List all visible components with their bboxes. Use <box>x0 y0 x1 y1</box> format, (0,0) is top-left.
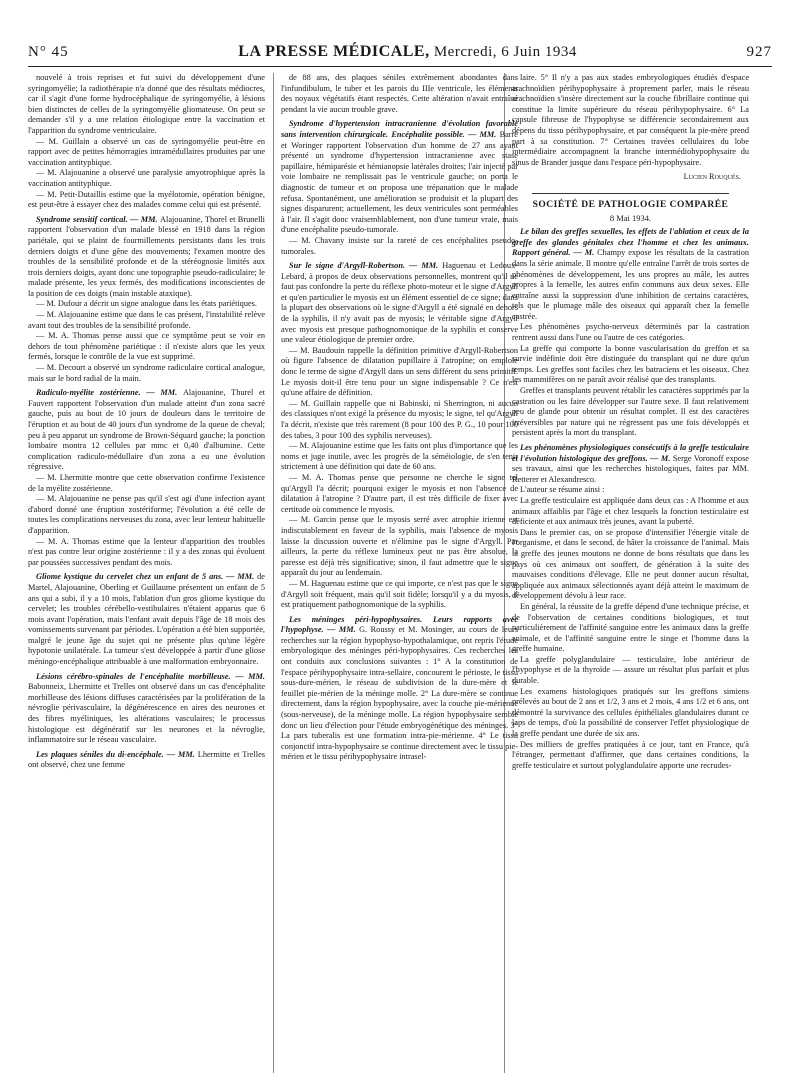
page-header <box>28 43 772 65</box>
section-heading: Les méninges péri-hypophysaires. Leurs rapports avec l'hypophyse. — MM. <box>281 614 518 635</box>
paragraph: — M. Garcin pense que le myosis serré avec atrophie irienne est indiscutablement en faveur de la syphilis, mais l'absence de myosis laisse la discussion ouverte et n'élimine pas le signe d'Argyll. Par ailleurs, la perte du réflexe lumineux peut ne pas être absolue, la paresse est déjà très significative; sinon, il faut admettre que le signe apparaît du jour au lendemain. <box>281 515 518 578</box>
paragraph: nouvelé à trois reprises et fut suivi du développement d'une syringomyélie; la radiothérapie n'a donné que des résultats médiocres, car il s'agit d'une forme hydrocéphalique de syringomyélie, à lésions bien distinctes de celles de la syringomyélie gliomateuse. On peut se demander s'il y a une relation étiologique entre la vaccination et l'apparition du syndrome ventriculaire. <box>28 73 265 135</box>
paragraph: — M. Petit-Dutaillis estime que la myélotomie, opération bénigne, est peut-être à essayer chez des malades comme celui qui est présenté. <box>28 189 265 210</box>
paragraph: La greffe polyglandulaire — testiculaire, lobe antérieur de l'hypophyse et de la thyroïde — assure un résultat plus parfait et plus durable. <box>512 654 749 686</box>
paragraph: Les plaques séniles du di-encéphale. — MM. Lhermitte et Trelles ont observé, chez une femme <box>28 749 265 770</box>
header-rule <box>28 66 772 67</box>
paragraph: Des milliers de greffes pratiquées à ce jour, tant en France, qu'à l'étranger, permettant d'affirmer, que dans certaines conditions, la greffe testiculaire et surtout polyglandulaire apporte une recrudes- <box>512 739 749 770</box>
paragraph: La greffe testiculaire est appliquée dans deux cas : A l'homme et aux animaux affaiblis par l'âge et chez lesquels la fonction testiculaire est déficiente et aux animaux très jeunes, avant la puberté. <box>512 495 749 527</box>
paragraph: Les phénomènes psycho-nerveux déterminés par la castration rentrent aussi dans l'une ou l'autre de ces catégories. <box>512 322 749 343</box>
paragraph: Les examens histologiques pratiqués sur les greffons simiens prélevés au bout de 2 ans et 1/2, 3 ans et 2 mois, 4 ans 1/2 et 6 ans, ont démontré la survivance des cellules épithéliales glandulaires durant ce laps de temps, d'où la possibilité de conserver l'effet physiologique de la greffe pendant une durée de six ans. <box>512 686 749 739</box>
paragraph: La greffe qui comporte la bonne vascularisation du greffon et sa survie indéfinie doit être distinguée du transplant qui ne dure qu'un temps. Les greffes sont faciles chez les batraciens et les oiseaux. Chez les mammifères on ne paraît avoir réalisé que des transplants. <box>512 343 749 385</box>
column-3 <box>512 73 749 1073</box>
society-heading: SOCIÉTÉ DE PATHOLOGIE COMPARÉE <box>532 199 729 210</box>
paragraph: — M. A. Thomas pense aussi que ce symptôme peut se voir en dehors de tout phénomène pariétique : il n'existe alors que les yeux fermés, lorsque le contrôle de la vue est supprimé. <box>28 331 265 362</box>
journal-name: LA PRESSE MÉDICALE, <box>238 43 430 60</box>
paragraph: Les phénomènes physiologiques consécutifs à la greffe testiculaire et l'évolution histologique des greffons. — M. Serge Voronoff expose ses travaux, ainsi que les recherches histologiques, faites par MM. Retterer et Alexandresco. <box>512 443 749 484</box>
section-heading: Le bilan des greffes sexuelles, les effets de l'ablation et ceux de la greffe des glandes génitales chez l'homme et chez les animaux. Rapport général. — M. <box>512 227 749 258</box>
page-number: 927 <box>746 44 772 60</box>
section-heading: Syndrome d'hypertension intracranienne d'évolution favorable sans intervention chirurgicale. Encéphalite possible. — MM. <box>281 119 518 139</box>
paragraph: Dans le premier cas, on se propose d'intensifier l'énergie vitale de l'organisme, et dans le second, de hâter la croissance de l'animal. Mais la greffe des jeunes moutons ne donne de bons résultats que dans les pays où ces animaux ont souffert, de génération à la suite des mauvaises conditions d'élevage. Elle ne peut donner aucun résultat, appliquée aux animaux sélectionnés ayant déjà atteint le maximum de développement dévolu à leur race. <box>512 527 749 601</box>
paragraph: Greffes et transplants peuvent rétablir les caractères supprimés par la castration ou les faire développer sur l'autre sexe. Il faut relativement peu de glande pour obtenir un résultat complet. Il est des caractères irréversibles par nature qui ne régressent pas une fois développés et persistent après la mort du transplant. <box>512 386 749 438</box>
paragraph: Les méninges péri-hypophysaires. Leurs rapports avec l'hypophyse. — MM. G. Roussy et M. Mosinger, au cours de leurs recherches sur la région hypophyso-hypothalamique, ont repris l'étude embryologique des méninges péri-hypophysaires. Ces recherches les ont conduits aux conclusions suivantes : 1° A la constitution de l'espace périhypophysaire intra-sellaire, concourent le périoste, le tissu sous-dure-mérien, le réseau de subdivision de la dure-mère et le feuillet pie-mérien de la méninge molle. 2° La dure-mère se continue directement, dans la région hypophysaire, avec la couche pie-mérienne (sous-nerveuse), de la méninge molle. La région hypophysaire semble donc un lieu d'élection pour l'étude embryogénétique des méninges. 3° La pars tuberalis est une formation intra-pie-mérienne. 4° Le tissu conjonctif intra-hypophysaire se continue directement avec le tissu pie-mérien et le tissu périhypophysaire intrasel- <box>281 614 518 762</box>
paragraph: — M. A. Thomas estime que la lenteur d'apparition des troubles n'est pas contre leur origine zostérienne : il y a des zonas qui évoluent par poussées successives pendant des mois. <box>28 536 265 567</box>
paragraph: — M. Alajouanine ne pense pas qu'il s'est agi d'une infection ayant d'abord donné une éruption zostériforme; l'évolution a été celle de toutes les complications nerveuses du zona, avec leur lenteur habituelle d'apparition. <box>28 494 265 535</box>
section-heading: Gliome kystique du cervelet chez un enfant de 5 ans. — MM. <box>36 572 258 582</box>
paragraph: L'auteur se résume ainsi : <box>520 485 605 495</box>
author-signature: Lucien Rouquès. <box>683 172 741 182</box>
issue-number: N° 45 <box>28 44 69 60</box>
paragraph: — M. Guillain rappelle que ni Babinski, ni Sherrington, ni aucun des classiques n'ont exigé la présence du myosis; le signe, tel qu'Argyll l'a décrit, n'existe que très rarement (8 pour 100 des P. G., 10 pour 100 des tabes, 3 pour 100 des syphilis nerveuses). <box>281 398 518 440</box>
paragraph: Lésions cérébro-spinales de l'encéphalite morbilleuse. — MM. Babonneix, Lhermitte et Trelles ont observé dans un cas d'encéphalite morbilleuse des lésions diffuses caractérisées par la prolifération de la névroglie périvasculaire, la dégénérescence en aires des neurones et des fibres myéliniques, les altérations vasculaires; le processus histologique est dégénératif sur les neurones et la névroglie, inflammatoire sur le réseau vasculaire. <box>28 671 265 745</box>
column-2 <box>281 73 518 1073</box>
paragraph: — M. Decourt a observé un syndrome radiculaire cortical analogue, mais sur le bord radial de la main. <box>28 363 265 383</box>
column-3-top <box>512 73 749 168</box>
section-rule <box>532 193 729 194</box>
paragraph: Radiculo-myélite zostérienne. — MM. Alajouanine, Thurel et Fauvert rapportent l'observation d'un malade atteint d'un zona sacré gauche, puis au bout de 10 jours de douleurs dans le territoire de l'éruption et au bout de 40 jours d'un syndrome de la queue de cheval; peu à peu apparut un syndrome de Brown-Séquard gauche; la ponction lombaire montra 12 cellules par mmc et 0,40 d'albumine. Cette complication radiculo-médullaire d'un zona a eu une évolution régressive. <box>28 388 265 472</box>
section-heading: Syndrome sensitif cortical. — MM. <box>36 214 161 224</box>
paragraph: Le bilan des greffes sexuelles, les effets de l'ablation et ceux de la greffe des glandes génitales chez l'homme et chez les animaux. Rapport général. — M. Champy expose les résultats de la castration dans la série animale. Il montre qu'elle entraîne l'arrêt de trois sortes de phénomènes de développement, les uns propres au mâle, les autres propres à la femelle, les autres enfin communs aux deux sexes. Elle entraîne aussi la suppression d'une inhibition de certains caractères, tels que le plumage mâle des oiseaux qui apparaît chez la femelle castrée. <box>512 227 749 321</box>
running-title <box>238 43 577 61</box>
paragraph: — M. Guillain a observé un cas de syringomyélie peut-être en rapport avec de petites hémorragies intramédullaires produites par une vaccination antityphique. <box>28 136 265 167</box>
session-date: 8 Mai 1934. <box>609 212 652 223</box>
issue-date: Mercredi, 6 Juin 1934 <box>433 44 577 60</box>
paragraph: Syndrome d'hypertension intracranienne d'évolution favorable sans intervention chirurgicale. Encéphalite possible. — MM. Barré et Woringer rapportent l'observation d'un homme de 27 ans ayant présenté un syndrome d'hypertension intracranienne avec stase papillaire, hémiparésie et hémianopsie latérales droites; l'air injecté par voie lombaire ne remplissait pas le ventricule gauche; on porta le diagnostic de tumeur et on proposa une trépanation que le malade refusa. Spontanément, une amélioration se produisit et la plupart des signes disparurent; actuellement, les deux ventricules sont perméables à l'air. Il s'agit donc vraisemblablement, non d'une tumeur vraie, mais d'une encéphalite pseudo-tumorale. <box>281 119 518 235</box>
paragraph: Sur le signe d'Argyll-Robertson. — MM. Haguenau et Ledoux-Lebard, à propos de deux observations personnelles, montrent qu'il ne faut pas confondre la perte du réflexe photo-moteur et le signe d'Argyll et qu'en particulier le myosis est un élément essentiel de ce signe; dans la plupart des observations où le signe d'Argyll a été signalé en dehors de la syphilis, il n'y avait pas de myosis; le véritable signe d'Argyll avec myosis est presque pathognomonique de la syphilis et conserve une valeur étiologique de premier ordre. <box>281 261 518 345</box>
paragraph: de 88 ans, des plaques séniles extrêmement abondantes dans l'infundibulum, le tuber et les parois du IIIe ventricule, les éléments des noyaux végétatifs étant respectés. Cette altération n'avait entraîné pendant la vie aucun trouble grave. <box>281 73 518 114</box>
section-heading: Sur le signe d'Argyll-Robertson. — MM. <box>289 261 443 271</box>
paragraph: laire. 5° Il n'y a pas aux stades embryologiques étudiés d'espace arachnoïdien périhypophysaire à proprement parler, mais le réseau arachnoïdien s'insère directement sur la couche fibrillaire continue qui constitue la limite supérieure du réseau périhypophysaire. 6° La capsule fibreuse de l'hypophyse se différencie secondairement aux dépens du tissu périhypophysaire, et par conséquent la pie-mère prend part à sa constitution. 7° Certaines travées cellulaires du lobe intermédiaire accompagnent la branche intermédiohypophysaire du sinus de Brander jusque dans l'espace péri-hypophysaire. <box>512 73 749 167</box>
paragraph: — M. Lhermitte montre que cette observation confirme l'existence de la myélite zostérienne. <box>28 472 265 493</box>
paragraph: — M. Alajouanine a observé une paralysie amyotrophique après la vaccination antityphique. <box>28 168 265 188</box>
paragraph: — M. Dufour a décrit un signe analogue dans les états pariétiques. <box>36 299 257 309</box>
paragraph: — M. Alajouanine estime que dans le cas présent, l'instabilité relève avant tout des troubles de la sensibilité profonde. <box>28 310 265 330</box>
section-heading: Radiculo-myélite zostérienne. — MM. <box>36 388 183 398</box>
paragraph: — M. Alajouanine estime que les faits ont plus d'importance que les noms et juge inutile, avec les progrès de la séméiologie, de s'en tenir strictement à une définition qui date de 60 ans. <box>281 441 518 472</box>
paragraph: — M. Baudouin rappelle la définition primitive d'Argyll-Robertson où figure l'absence de dilatation pupillaire à l'atropine; on emploie donc le terme de signe d'Argyll dans un sens différent du sens primitif. Le myosis doit-il être tenu pour un signe indispensable ? Ce n'est qu'une affaire de définition. <box>281 345 518 398</box>
column-1 <box>28 73 265 1073</box>
section-heading: Les phénomènes physiologiques consécutifs à la greffe testiculaire et l'évolution histologique des greffons. — M. <box>512 443 749 463</box>
section-heading: Les plaques séniles du di-encéphale. — MM. <box>36 749 198 759</box>
column-3-bottom <box>512 227 749 771</box>
paragraph: Syndrome sensitif cortical. — MM. Alajouanine, Thorel et Brunelli rapportent l'observation d'un malade blessé en 1918 dans la région pariétale, qui se plaint de fourmillements persistants dans les trois derniers doigts et d'une gêne des mouvements; l'examen montre des troubles de la sensibilité profonde et de la stéréognosie limités aux trois derniers doigts, ayant donc une topographie pseudo-radiculaire; le malade présente, les yeux fermés, des modifications inconscientes de la position de ces doigts (main instable ataxique). <box>28 214 265 298</box>
paragraph: — M. A. Thomas pense que personne ne cherche le signe tel qu'Argyll l'a décrit; pourquoi exiger le myosis et non l'absence de dilatation à l'atropine ? D'autre part, il est très difficile de fixer avec certitude où commence le myosis. <box>281 472 518 514</box>
column-divider <box>273 73 274 1073</box>
paragraph: Gliome kystique du cervelet chez un enfant de 5 ans. — MM. de Martel, Alajouanine, Oberling et Guillaume présentent un enfant de 5 ans qui a subi, il y a 10 mois, l'ablation d'un gros gliome kystique du cervelet; les troubles cérébello-vestibulaires n'étaient apparus que 6 mois avant l'opération, mais l'enfant avait depuis l'âge de 18 mois des vomissements survenant par périodes. L'opération a été bien supportée, malgré le jeune âge du sujet qui ne présente plus qu'une légère hypotonie unilatérale. La tumeur s'est développée à partir d'une gliose méningo-encéphalique attribuable à une malformation embryonnaire. <box>28 572 265 667</box>
paragraph: — M. Chavany insiste sur la rareté de ces encéphalites pseudo-tumorales. <box>281 235 518 256</box>
section-heading: Lésions cérébro-spinales de l'encéphalite morbilleuse. — MM. <box>36 671 265 681</box>
paragraph: En général, la réussite de la greffe dépend d'une technique précise, et de l'observation de certaines conditions biologiques, et tout particulièrement de l'affinité sanguine entre les animaux dans la greffe animale, et de l'affinité sanguine entre le singe et l'homme dans la greffe humaine. <box>512 601 749 654</box>
paragraph: — M. Haguenau estime que ce qui importe, ce n'est pas que le signe d'Argyll soit fréquent, mais qu'il soit fidèle; lorsqu'il y a du myosis, il est pratiquement pathognomonique de la syphilis. <box>281 578 518 610</box>
